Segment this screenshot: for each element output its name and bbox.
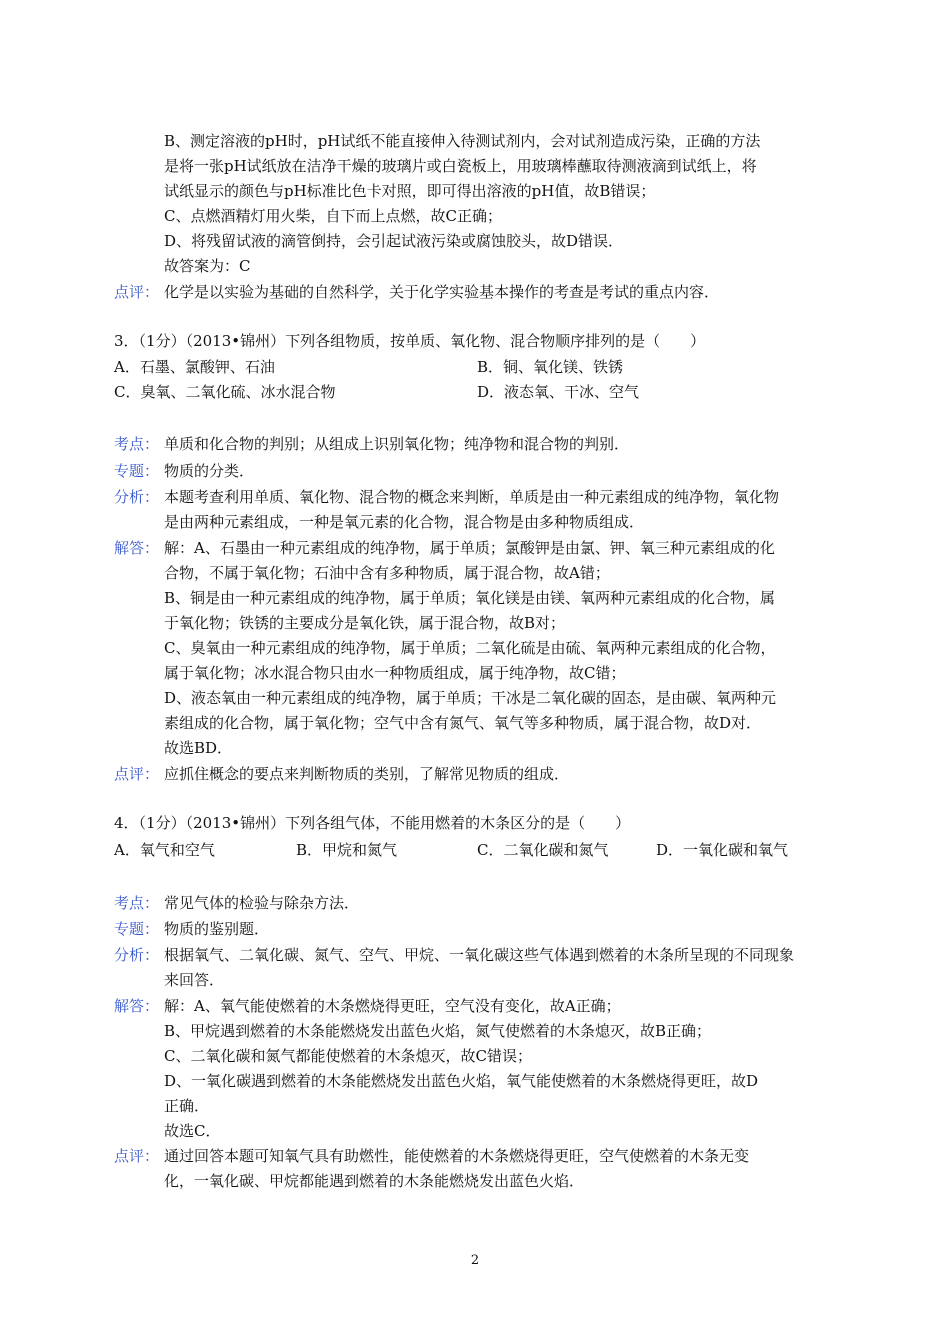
jieda-line: 故选BD． xyxy=(164,739,233,757)
jieda-line: 故选C． xyxy=(164,1122,221,1140)
fenxi-label: 分析： xyxy=(114,946,160,964)
answer-line: D、将残留试液的滴管倒持，会引起试液污染或腐蚀胶头，故D错误． xyxy=(164,232,624,250)
jieda-line: 于氧化物；铁锈的主要成分是氧化铁，属于混合物，故B对； xyxy=(164,614,566,632)
jieda-line: 解：A、石墨由一种元素组成的纯净物，属于单质；氯酸钾是由氯、钾、氧三种元素组成的化 xyxy=(164,539,775,557)
fenxi-label: 分析： xyxy=(114,488,160,506)
fenxi-line: 根据氧气、二氧化碳、氮气、空气、甲烷、一氧化碳这些气体遇到燃着的木条所呈现的不同现象 xyxy=(164,946,795,964)
jieda-line: D、一氧化碳遇到燃着的木条能燃烧发出蓝色火焰，氧气能使燃着的木条燃烧得更旺，故D xyxy=(164,1072,759,1090)
kaodian-label: 考点： xyxy=(114,435,160,453)
zhuanti-text: 物质的鉴别题． xyxy=(164,920,270,938)
zhuanti-label: 专题： xyxy=(114,462,160,480)
jieda-label: 解答： xyxy=(114,539,160,557)
kaodian-text: 常见气体的检验与除杂方法． xyxy=(164,894,360,912)
dianping-line: 化，一氧化碳、甲烷都能遇到燃着的木条能燃烧发出蓝色火焰． xyxy=(164,1172,585,1190)
question-3-option-a: A．石墨、氯酸钾、石油 xyxy=(114,358,275,376)
jieda-line: 合物，不属于氧化物；石油中含有多种物质，属于混合物，故A错； xyxy=(164,564,610,582)
comment-label: 点评： xyxy=(114,283,160,301)
answer-line: 试纸显示的颜色与pH标准比色卡对照，即可得出溶液的pH值，故B错误； xyxy=(164,182,656,200)
dianping-label: 点评： xyxy=(114,765,160,783)
question-4-stem: 4．（1分）（2013•锦州）下列各组气体，不能用燃着的木条区分的是（ ） xyxy=(114,814,631,832)
question-4-option-d: D．一氧化碳和氧气 xyxy=(656,841,789,859)
dianping-label: 点评： xyxy=(114,1147,160,1165)
answer-line: 故答案为：C xyxy=(164,257,251,275)
dianping-line: 通过回答本题可知氧气具有助燃性，能使燃着的木条燃烧得更旺，空气使燃着的木条无变 xyxy=(164,1147,750,1165)
question-4-option-c: C．二氧化碳和氮气 xyxy=(477,841,609,859)
question-3-stem: 3．（1分）（2013•锦州）下列各组物质，按单质、氧化物、混合物顺序排列的是（ ） xyxy=(114,332,706,350)
kaodian-text: 单质和化合物的判别；从组成上识别氧化物；纯净物和混合物的判别． xyxy=(164,435,630,453)
question-3-option-d: D．液态氧、干冰、空气 xyxy=(477,383,640,401)
comment-text: 化学是以实验为基础的自然科学，关于化学实验基本操作的考查是考试的重点内容． xyxy=(164,283,720,301)
fenxi-line: 是由两种元素组成，一种是氧元素的化合物，混合物是由多种物质组成． xyxy=(164,513,645,531)
answer-line: B、测定溶液的pH时，pH试纸不能直接伸入待测试剂内，会对试剂造成污染，正确的方法 xyxy=(164,132,761,150)
jieda-line: C、二氧化碳和氮气都能使燃着的木条熄灭，故C错误； xyxy=(164,1047,532,1065)
jieda-line: 解：A、氧气能使燃着的木条燃烧得更旺，空气没有变化，故A正确； xyxy=(164,997,621,1015)
jieda-line: B、甲烷遇到燃着的木条能燃烧发出蓝色火焰，氮气使燃着的木条熄灭，故B正确； xyxy=(164,1022,712,1040)
question-4-option-b: B．甲烷和氮气 xyxy=(296,841,398,859)
question-3-option-b: B．铜、氧化镁、铁锈 xyxy=(477,358,624,376)
dianping-text: 应抓住概念的要点来判断物质的类别，了解常见物质的组成． xyxy=(164,765,570,783)
jieda-line: 素组成的化合物，属于氧化物；空气中含有氮气、氧气等多种物质，属于混合物，故D对． xyxy=(164,714,762,732)
answer-line: 是将一张pH试纸放在洁净干燥的玻璃片或白瓷板上，用玻璃棒蘸取待测液滴到试纸上，将 xyxy=(164,157,757,175)
answer-line: C、点燃酒精灯用火柴，自下而上点燃，故C正确； xyxy=(164,207,502,225)
jieda-line: D、液态氧由一种元素组成的纯净物，属于单质；干冰是二氧化碳的固态，是由碳、氧两种元 xyxy=(164,689,777,707)
jieda-line: 属于氧化物；冰水混合物只由水一种物质组成，属于纯净物，故C错； xyxy=(164,664,626,682)
zhuanti-label: 专题： xyxy=(114,920,160,938)
question-3-option-c: C．臭氧、二氧化硫、冰水混合物 xyxy=(114,383,336,401)
page-number: 2 xyxy=(470,1253,480,1268)
jieda-line: C、臭氧由一种元素组成的纯净物，属于单质；二氧化硫是由硫、氧两种元素组成的化合物， xyxy=(164,639,776,657)
fenxi-line: 本题考查利用单质、氧化物、混合物的概念来判断，单质是由一种元素组成的纯净物，氧化物 xyxy=(164,488,780,506)
jieda-label: 解答： xyxy=(114,997,160,1015)
question-4-option-a: A．氧气和空气 xyxy=(114,841,215,859)
jieda-line: 正确． xyxy=(164,1097,210,1115)
fenxi-line: 来回答． xyxy=(164,971,225,989)
kaodian-label: 考点： xyxy=(114,894,160,912)
zhuanti-text: 物质的分类． xyxy=(164,462,255,480)
jieda-line: B、铜是由一种元素组成的纯净物，属于单质；氧化镁是由镁、氧两种元素组成的化合物，属 xyxy=(164,589,776,607)
